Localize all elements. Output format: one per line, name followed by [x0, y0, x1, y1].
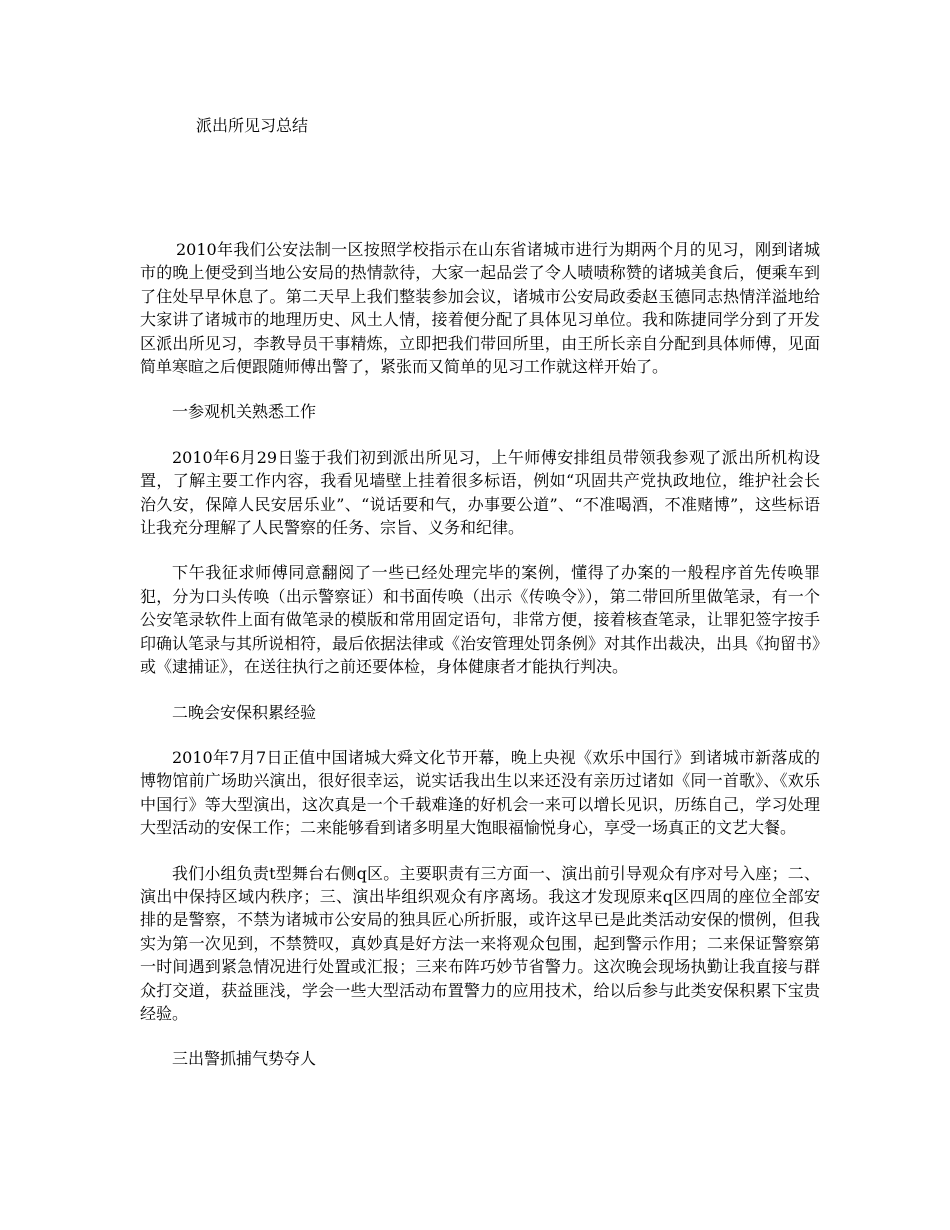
document-title: 派出所见习总结 [196, 116, 309, 135]
section-heading-2: 二晚会安保积累经验 [172, 702, 317, 722]
paragraph-intro: 2010年我们公安法制一区按照学校指示在山东省诸城市进行为期两个月的见习，刚到诸城市的晚上便受到当地公安局的热情款待，大家一起品尝了令人啧啧称赞的诸城美食后，便乘车到了住处早早休息了。第二天早上我们整装参加会议，诸城市公安局政委赵玉德同志热情洋溢地给大家讲了诸城市的地理历史、风土人情，接着便分配了具体见习单位。我和陈捷同学分到了开发区派出所见习，李教导员干事精炼，立即把我们带回所里，由王所长亲自分配到具体师傅，见面简单寒暄之后便跟随师傅出警了，紧张而又简单的见习工作就这样开始了。 [140, 240, 820, 377]
paragraph-section2-event: 2010年7月7日正值中国诸城大舜文化节开幕，晚上央视《欢乐中国行》到诸城市新落成的博物馆前广场助兴演出，很好很幸运，说实话我出生以来还没有亲历过诸如《同一首歌》、《欢乐中国行》等大型演出，这次真是一个千载难逢的好机会一来可以增长见识，历练自己，学习处理大型活动的安保工作；二来能够看到诸多明星大饱眼福愉悦身心，享受一场真正的文艺大餐。 [140, 747, 820, 838]
section-heading-3: 三出警抓捕气势夺人 [172, 1049, 317, 1069]
paragraph-section2-duty: 我们小组负责t型舞台右侧q区。主要职责有三方面一、演出前引导观众有序对号入座；二、演出中保持区域内秩序；三、演出毕组织观众有序离场。我这才发现原来q区四周的座位全部安排的是警察，不禁为诸城市公安局的独具匠心所折服，或许这早已是此类活动安保的惯例，但我实为第一次见到，不禁赞叹，真妙真是好方法一来将观众包围，起到警示作用；二来保证警察第一时间遇到紧急情况进行处置或汇报；三来布阵巧妙节省警力。这次晚会现场执勤让我直接与群众打交道，获益匪浅，学会一些大型活动布置警力的应用技术，给以后参与此类安保积累下宝贵经验。 [140, 863, 820, 1023]
paragraph-section1-morning: 2010年6月29日鉴于我们初到派出所见习，上午师傅安排组员带领我参观了派出所机构设置，了解主要工作内容，我看见墙壁上挂着很多标语，例如“巩固共产党执政地位，维护社会长治久安，保障人民安居乐业”、“说话要和气，办事要公道”、“不准喝酒，不准赌博”，这些标语让我充分理解了人民警察的任务、宗旨、义务和纪律。 [140, 447, 820, 538]
section-heading-1: 一参观机关熟悉工作 [172, 402, 317, 422]
paragraph-section1-afternoon: 下午我征求师傅同意翻阅了一些已经处理完毕的案例，懂得了办案的一般程序首先传唤罪犯，分为口头传唤（出示警察证）和书面传唤（出示《传唤令》），第二带回所里做笔录，有一个公安笔录软件上面有做笔录的模版和常用固定语句，非常方便，接着核查笔录，让罪犯签字按手印确认笔录与其所说相符，最后依据法律或《治安管理处罚条例》对其作出裁决，出具《拘留书》或《逮捕证》，在送往执行之前还要体检，身体健康者才能执行判决。 [140, 563, 821, 677]
document-body [140, 238, 820, 1071]
